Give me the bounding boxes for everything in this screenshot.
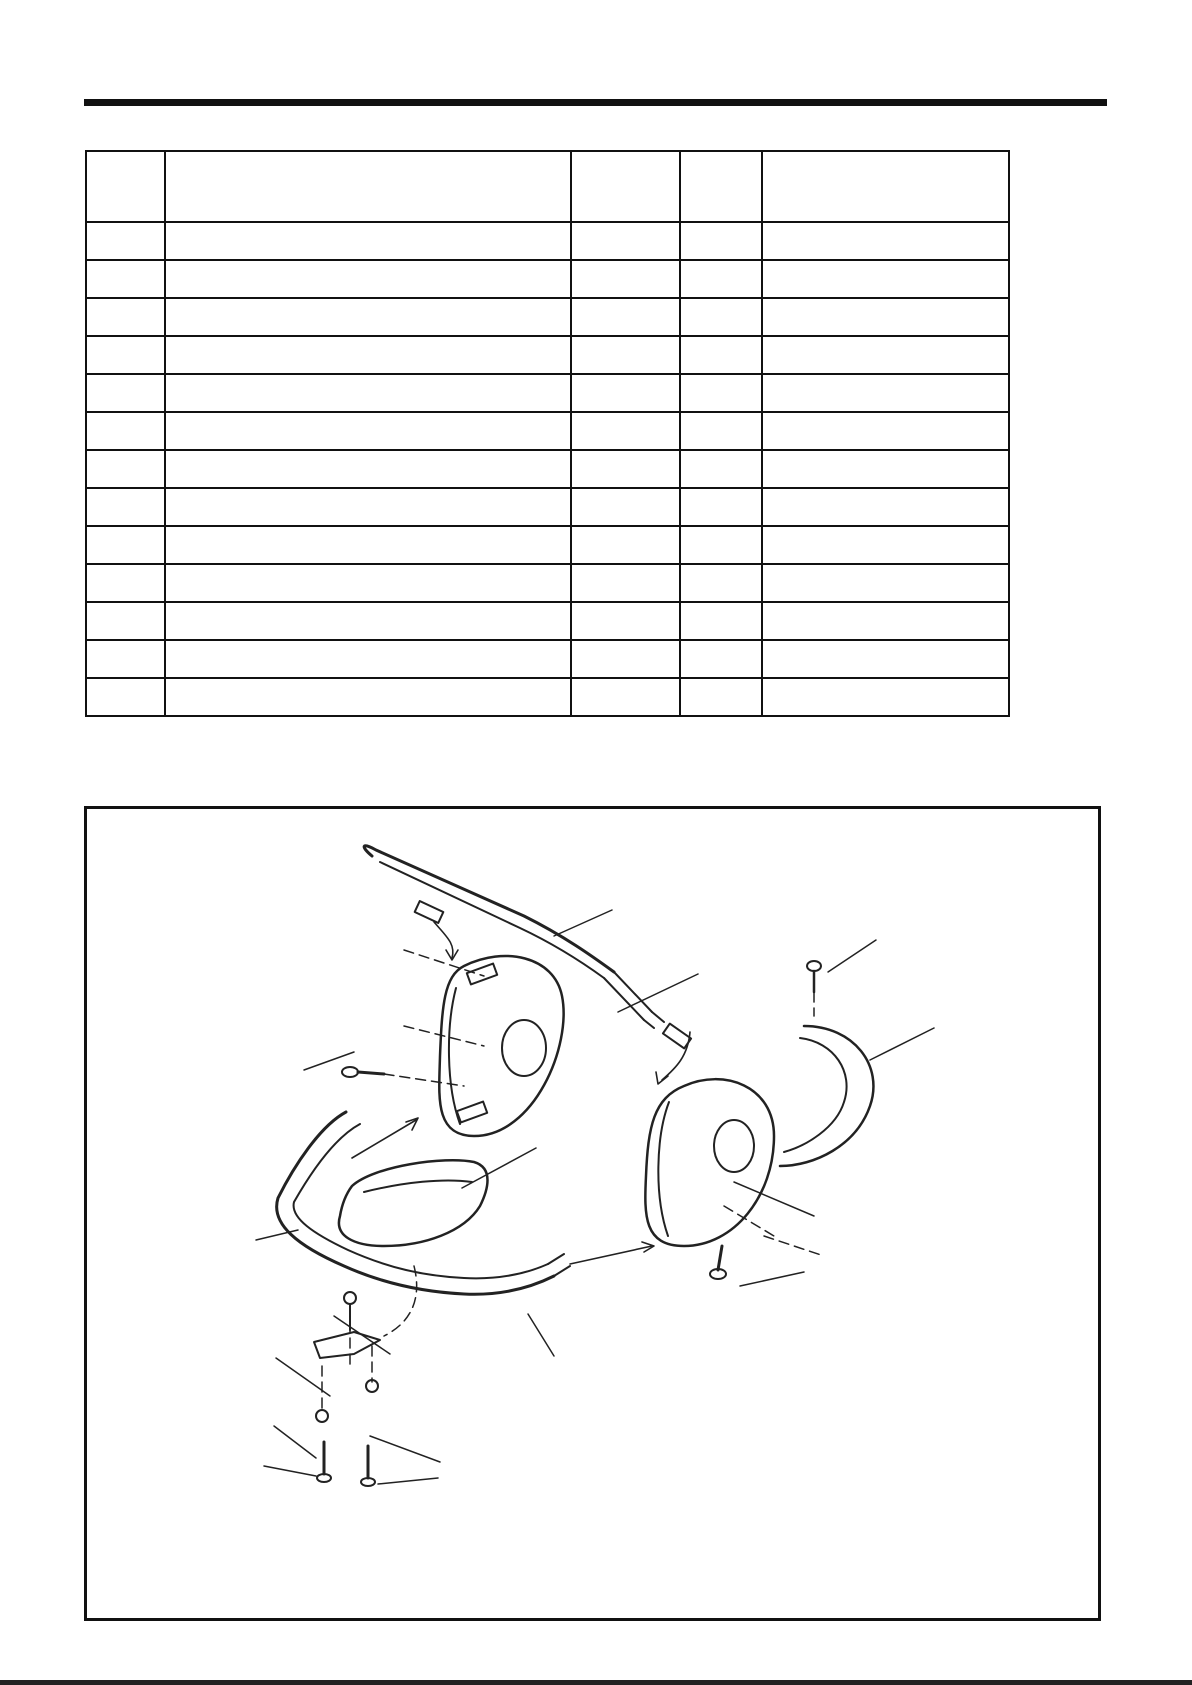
table-cell xyxy=(165,260,571,298)
header-part-no xyxy=(571,151,680,222)
table-cell xyxy=(571,260,680,298)
table-cell xyxy=(680,640,762,678)
table-cell xyxy=(680,412,762,450)
seat-cushion xyxy=(339,1160,488,1246)
table-row xyxy=(86,602,1009,640)
table-cell xyxy=(571,564,680,602)
callout-leaders xyxy=(256,910,934,1484)
table-cell xyxy=(571,678,680,716)
table-cell xyxy=(762,412,1009,450)
header-rule xyxy=(84,99,1107,106)
table-cell xyxy=(86,488,165,526)
table-cell xyxy=(762,678,1009,716)
table-cell xyxy=(571,374,680,412)
table-cell xyxy=(571,488,680,526)
table-cell xyxy=(762,450,1009,488)
table-row xyxy=(86,260,1009,298)
table-cell xyxy=(680,564,762,602)
table-cell xyxy=(165,450,571,488)
table-row xyxy=(86,412,1009,450)
table-cell xyxy=(165,222,571,260)
table-cell xyxy=(680,222,762,260)
table-row xyxy=(86,450,1009,488)
table-cell xyxy=(571,222,680,260)
table-body xyxy=(86,222,1009,716)
table-cell xyxy=(762,564,1009,602)
table-row xyxy=(86,678,1009,716)
table-cell xyxy=(762,336,1009,374)
header-qty xyxy=(680,151,762,222)
table-cell xyxy=(86,602,165,640)
bracket-and-fasteners xyxy=(314,961,821,1486)
assembly-arrows xyxy=(352,922,690,1264)
table-cell xyxy=(571,412,680,450)
table-cell xyxy=(571,526,680,564)
table-cell xyxy=(680,374,762,412)
table-cell xyxy=(762,488,1009,526)
table-cell xyxy=(86,564,165,602)
table-cell xyxy=(165,488,571,526)
table-cell xyxy=(86,412,165,450)
table-cell xyxy=(680,526,762,564)
table-cell xyxy=(86,374,165,412)
table-cell xyxy=(762,640,1009,678)
table-header-row xyxy=(86,151,1009,222)
table-row xyxy=(86,488,1009,526)
table-cell xyxy=(165,602,571,640)
table-cell xyxy=(762,298,1009,336)
table-cell xyxy=(86,298,165,336)
table-cell xyxy=(86,450,165,488)
lower-u-frame xyxy=(277,1112,570,1294)
table-cell xyxy=(86,222,165,260)
table-cell xyxy=(571,602,680,640)
table-row xyxy=(86,564,1009,602)
table-cell xyxy=(680,488,762,526)
table-cell xyxy=(680,602,762,640)
table-cell xyxy=(762,222,1009,260)
table-cell xyxy=(86,640,165,678)
table-cell xyxy=(680,678,762,716)
exploded-parts-diagram xyxy=(84,806,1101,1621)
table-cell xyxy=(165,374,571,412)
table-cell xyxy=(86,678,165,716)
table-row xyxy=(86,222,1009,260)
table-cell xyxy=(165,412,571,450)
header-ref-no xyxy=(86,151,165,222)
table-cell xyxy=(680,336,762,374)
table-cell xyxy=(165,526,571,564)
right-side-panel xyxy=(645,1079,774,1246)
upper-grab-bar xyxy=(364,846,691,1049)
table-cell xyxy=(680,260,762,298)
table-cell xyxy=(680,298,762,336)
table-cell xyxy=(86,526,165,564)
table-row xyxy=(86,526,1009,564)
table-cell xyxy=(165,564,571,602)
table-cell xyxy=(165,640,571,678)
header-description xyxy=(165,151,571,222)
table-cell xyxy=(762,602,1009,640)
table-cell xyxy=(165,336,571,374)
table-cell xyxy=(571,298,680,336)
parts-list-table xyxy=(85,150,1010,717)
table-cell xyxy=(762,260,1009,298)
table-cell xyxy=(165,678,571,716)
page-bottom-edge xyxy=(0,1680,1192,1685)
table-cell xyxy=(680,450,762,488)
table-row xyxy=(86,374,1009,412)
curved-cover xyxy=(780,1026,873,1166)
left-side-panel xyxy=(439,956,563,1136)
table-cell xyxy=(86,260,165,298)
table-row xyxy=(86,298,1009,336)
header-remarks xyxy=(762,151,1009,222)
table-row xyxy=(86,336,1009,374)
table-cell xyxy=(571,450,680,488)
table-cell xyxy=(571,640,680,678)
table-cell xyxy=(165,298,571,336)
table-cell xyxy=(86,336,165,374)
table-cell xyxy=(762,526,1009,564)
table-row xyxy=(86,640,1009,678)
table-cell xyxy=(762,374,1009,412)
table-cell xyxy=(571,336,680,374)
assembly-guide-lines xyxy=(322,950,824,1412)
